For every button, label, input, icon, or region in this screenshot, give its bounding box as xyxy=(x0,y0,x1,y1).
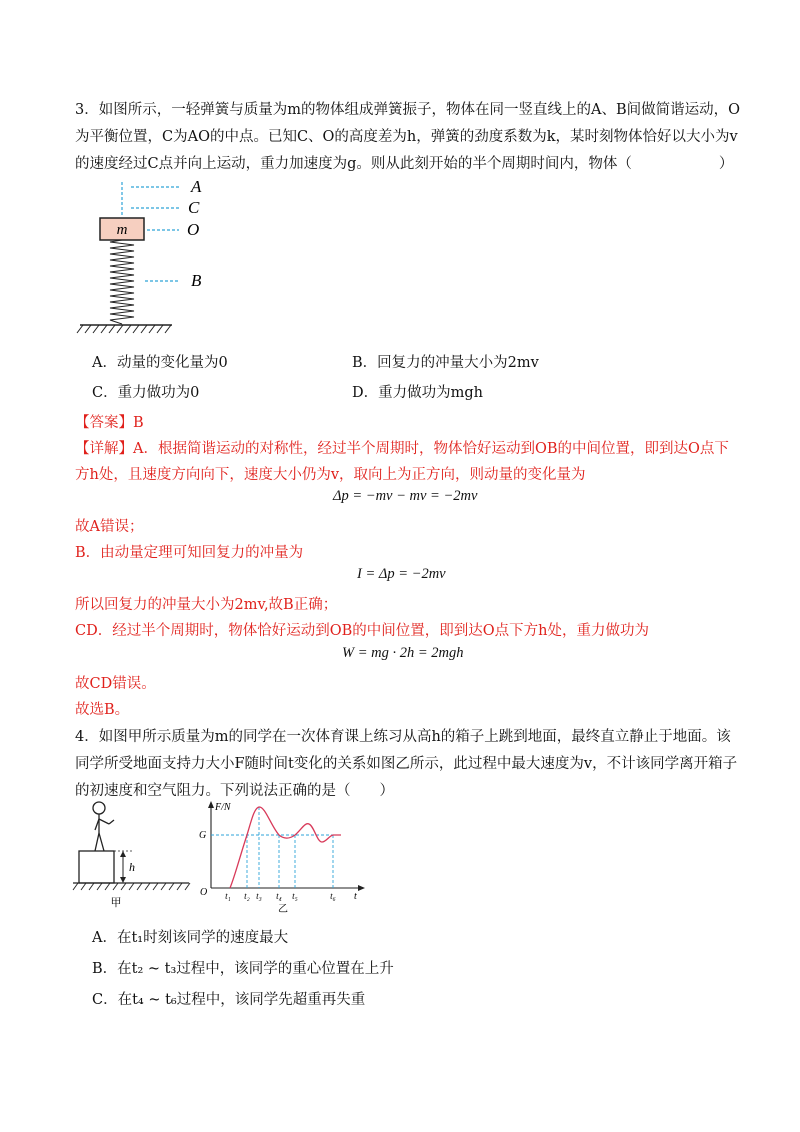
q3-stem-line3: 的速度经过C点并向上运动，重力加速度为g。则从此刻开始的半个周期时间内，物体（ ） xyxy=(75,156,734,172)
box xyxy=(79,851,114,883)
q3-option-b: B．回复力的冲量大小为2mv xyxy=(352,355,539,371)
gravity-label: G xyxy=(199,830,207,841)
height-label: h xyxy=(129,860,135,874)
q3-stem-line1: 3．如图所示，一轻弹簧与质量为m的物体组成弹簧振子，物体在同一竖直线上的A、B间做简谐运动，O xyxy=(75,102,740,118)
tick-t6: t₆ xyxy=(330,891,336,901)
q3-conclusion-cd: 故CD错误。 xyxy=(75,676,156,692)
tick-t2: t₂ xyxy=(244,891,250,901)
q3-final-answer: 故选B。 xyxy=(75,702,130,718)
label-O: O xyxy=(187,220,200,239)
y-axis-label: F/N xyxy=(215,802,231,813)
q3-detail-cd: CD．经过半个周期时，物体恰好运动到OB的中间位置，即到达O点下方h处，重力做功为 xyxy=(75,623,649,639)
q4-option-b: B．在t₂ ~ t₃过程中，该同学的重心位置在上升 xyxy=(92,961,394,977)
q3-detail-b: B．由动量定理可知回复力的冲量为 xyxy=(75,545,304,561)
origin-label: O xyxy=(200,887,208,898)
q3-equation-work: W = mg · 2h = 2mgh xyxy=(342,645,464,661)
tick-t5: t₅ xyxy=(292,891,298,901)
spring-oscillator-figure xyxy=(75,178,225,338)
spring xyxy=(110,240,134,324)
q3-equation-momentum: Δp = −mv − mv = −2mv xyxy=(333,488,478,504)
x-axis-label: t xyxy=(354,891,357,902)
ground-hatch xyxy=(77,325,171,333)
tick-t3: t₃ xyxy=(256,891,262,901)
q4-stem-line1: 4．如图甲所示质量为m的同学在一次体育课上练习从高h的箱子上跳到地面，最终直立静止于地面。该 xyxy=(75,729,731,745)
q4-stem-line2: 同学所受地面支持力大小F随时间t变化的关系如图乙所示，此过程中最大速度为v，不计该同学离开箱子 xyxy=(75,756,738,772)
caption-yi: 乙 xyxy=(278,904,288,915)
q4-stem-line3: 的初速度和空气阻力。下列说法正确的是（ ） xyxy=(75,783,394,799)
mass-label: m xyxy=(116,222,128,238)
tick-t1: t₁ xyxy=(225,891,231,901)
label-C: C xyxy=(188,198,200,217)
figure-jia-student-on-box xyxy=(70,800,195,915)
label-B: B xyxy=(191,271,202,290)
q3-detail-line2: 方h处，且速度方向向下，速度大小仍为v，取向上为正方向，则动量的变化量为 xyxy=(75,467,586,483)
figure-yi-force-time-graph xyxy=(195,798,370,916)
q3-stem-line2: 为平衡位置，C为AO的中点。已知C、O的高度差为h，弹簧的劲度系数为k，某时刻物体恰好以大小为v xyxy=(75,129,738,145)
tick-t4: t₄ xyxy=(276,891,282,901)
caption-jia: 甲 xyxy=(110,896,122,909)
stick-figure-head xyxy=(93,802,105,814)
q3-conclusion-b: 所以回复力的冲量大小为2mv,故B正确； xyxy=(75,597,338,613)
q3-option-c: C．重力做功为0 xyxy=(92,385,200,401)
q3-option-d: D．重力做功为mgh xyxy=(352,385,483,401)
q3-option-a: A．动量的变化量为0 xyxy=(92,355,228,371)
q3-answer: 【答案】B xyxy=(75,415,144,431)
q3-conclusion-a: 故A错误； xyxy=(75,519,144,535)
q4-option-a: A．在t₁时刻该同学的速度最大 xyxy=(92,930,289,946)
q4-option-c: C．在t₄ ~ t₆过程中，该同学先超重再失重 xyxy=(92,992,366,1008)
q3-equation-impulse: I = Δp = −2mv xyxy=(357,566,446,582)
q3-detail-line1: 【详解】A．根据简谐运动的对称性，经过半个周期时，物体恰好运动到OB的中间位置，即到达O点下 xyxy=(75,441,729,457)
label-A: A xyxy=(191,178,202,196)
